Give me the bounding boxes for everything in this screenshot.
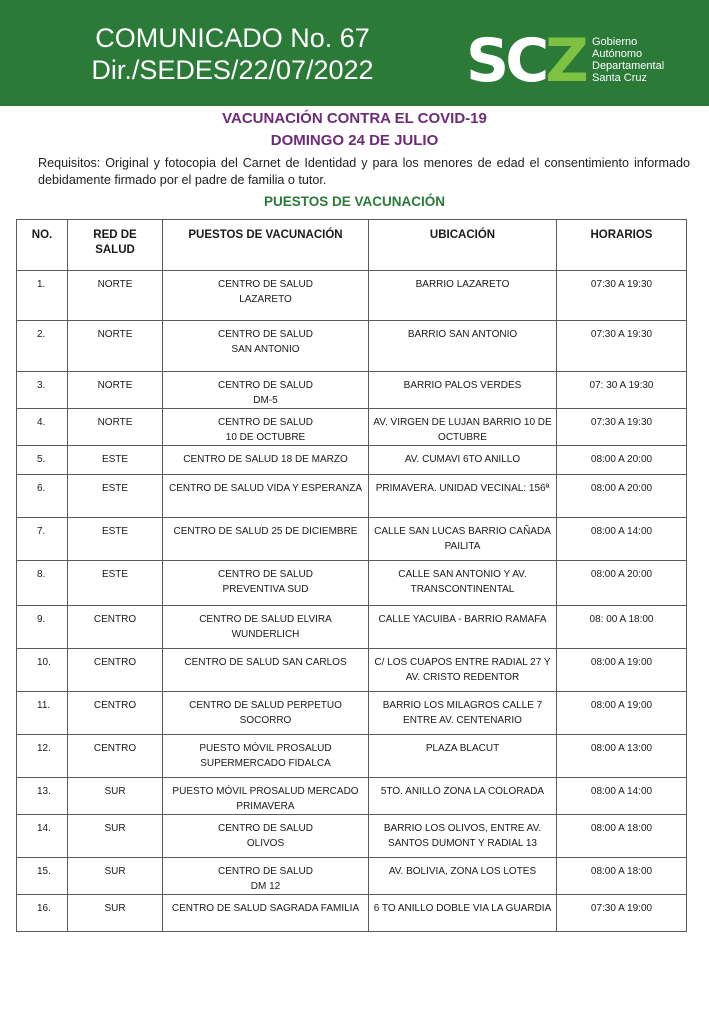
cell-puesto: [163, 475, 369, 518]
cell-puesto-text: CENTRO DE SALUD DM 12: [217, 866, 313, 892]
cell-puesto-text: CENTRO DE SALUD SAGRADA FAMILIA: [171, 903, 360, 914]
cell-ubicacion-text: 6 TO ANILLO DOBLE VIA LA GUARDIA: [373, 903, 552, 914]
table-row: [17, 858, 687, 895]
cell-red-text: SUR: [104, 786, 126, 797]
cell-no: [17, 778, 68, 815]
header-horarios: HORARIOS: [557, 220, 687, 271]
cell-puesto-text: CENTRO DE SALUD 25 DE DICIEMBRE: [173, 526, 358, 537]
cell-horario-text: 07:30 A 19:30: [590, 417, 653, 428]
cell-ubicacion: [369, 321, 557, 372]
cell-ubicacion-text: C/ LOS CUAPOS ENTRE RADIAL 27 Y AV. CRISTO REDENTOR: [374, 657, 551, 683]
communique-number: COMUNICADO No. 67: [95, 23, 370, 53]
cell-ubicacion: [369, 475, 557, 518]
cell-puesto: [163, 372, 369, 409]
table-header-row: [17, 220, 687, 271]
cell-no-text: 14.: [37, 823, 51, 834]
cell-horario: [557, 858, 687, 895]
cell-no: [17, 372, 68, 409]
cell-ubicacion-text: BARRIO LAZARETO: [415, 279, 510, 290]
cell-no-text: 8.: [37, 569, 46, 580]
cell-ubicacion-text: AV. VIRGEN DE LUJAN BARRIO 10 DE OCTUBRE: [373, 417, 552, 443]
logo-caption-line: Departamental: [592, 60, 665, 72]
cell-no: [17, 446, 68, 475]
cell-horario-text: 08: 00 A 18:00: [589, 614, 654, 625]
cell-ubicacion: [369, 895, 557, 932]
cell-red: [68, 409, 163, 446]
cell-ubicacion: [369, 649, 557, 692]
cell-puesto: [163, 271, 369, 321]
cell-puesto-text: CENTRO DE SALUD OLIVOS: [217, 823, 313, 849]
cell-no-text: 5.: [37, 454, 46, 465]
cell-ubicacion-text: CALLE YACUIBA - BARRIO RAMAFA: [378, 614, 547, 625]
cell-puesto: [163, 409, 369, 446]
cell-puesto-text: CENTRO DE SALUD PERPETUO SOCORRO: [189, 700, 342, 726]
logo-caption-line: Santa Cruz: [592, 72, 648, 84]
cell-puesto-text: PUESTO MÓVIL PROSALUD MERCADO PRIMAVERA: [172, 786, 359, 812]
cell-red: [68, 561, 163, 606]
cell-puesto-text: CENTRO DE SALUD 10 DE OCTUBRE: [217, 417, 313, 443]
cell-red: [68, 735, 163, 778]
cell-horario: [557, 561, 687, 606]
cell-puesto: [163, 446, 369, 475]
header-red-label: RED DE SALUD: [93, 229, 137, 256]
cell-red-text: ESTE: [101, 526, 129, 537]
cell-red-text: NORTE: [97, 279, 133, 290]
cell-red-text: SUR: [104, 823, 126, 834]
cell-puesto: [163, 815, 369, 858]
cell-puesto-text: CENTRO DE SALUD SAN CARLOS: [184, 657, 347, 668]
cell-red-text: CENTRO: [93, 743, 137, 754]
cell-ubicacion-text: BARRIO SAN ANTONIO: [407, 329, 518, 340]
cell-red-text: NORTE: [97, 329, 133, 340]
cell-horario-text: 08:00 A 14:00: [590, 526, 653, 537]
scz-logo: [466, 26, 585, 96]
cell-no: [17, 649, 68, 692]
table-row: [17, 475, 687, 518]
cell-red: [68, 271, 163, 321]
cell-horario: [557, 649, 687, 692]
cell-no-text: 6.: [37, 483, 46, 494]
cell-no: [17, 475, 68, 518]
cell-no: [17, 858, 68, 895]
cell-horario-text: 08:00 A 19:00: [590, 657, 653, 668]
section-title: PUESTOS DE VACUNACIÓN: [263, 194, 446, 209]
cell-no-text: 15.: [37, 866, 51, 877]
table-row: [17, 735, 687, 778]
cell-ubicacion: [369, 692, 557, 735]
cell-horario: [557, 372, 687, 409]
cell-horario-text: 08:00 A 20:00: [590, 569, 653, 580]
cell-ubicacion: [369, 778, 557, 815]
cell-ubicacion-text: AV. BOLIVIA, ZONA LOS LOTES: [388, 866, 537, 877]
cell-no: [17, 518, 68, 561]
cell-no-text: 7.: [37, 526, 46, 537]
cell-horario-text: 08:00 A 20:00: [590, 483, 653, 494]
cell-no: [17, 321, 68, 372]
logo-z: Z: [545, 26, 585, 96]
cell-red: [68, 446, 163, 475]
cell-red: [68, 475, 163, 518]
cell-red-text: NORTE: [97, 380, 133, 391]
table-row: [17, 372, 687, 409]
cell-puesto: [163, 561, 369, 606]
cell-horario-text: 08:00 A 14:00: [590, 786, 653, 797]
cell-no: [17, 271, 68, 321]
communique-title: [60, 22, 405, 86]
cell-ubicacion: [369, 815, 557, 858]
table-row: [17, 518, 687, 561]
cell-horario-text: 08:00 A 18:00: [590, 866, 653, 877]
cell-red: [68, 606, 163, 649]
headline-vaccination: VACUNACIÓN CONTRA EL COVID-19: [222, 110, 487, 127]
cell-no-text: 1.: [37, 279, 46, 290]
cell-no-text: 9.: [37, 614, 46, 625]
cell-horario-text: 08:00 A 19:00: [590, 700, 653, 711]
cell-horario-text: 08:00 A 13:00: [590, 743, 653, 754]
cell-no: [17, 409, 68, 446]
table-row: [17, 815, 687, 858]
cell-ubicacion: [369, 409, 557, 446]
cell-puesto-text: CENTRO DE SALUD LAZARETO: [217, 279, 313, 305]
cell-horario: [557, 321, 687, 372]
table-row: [17, 409, 687, 446]
cell-no-text: 10.: [37, 657, 51, 668]
cell-puesto: [163, 778, 369, 815]
cell-horario: [557, 518, 687, 561]
table-row: [17, 649, 687, 692]
cell-horario: [557, 815, 687, 858]
cell-no: [17, 692, 68, 735]
cell-horario-text: 08:00 A 18:00: [590, 823, 653, 834]
cell-no: [17, 606, 68, 649]
cell-no-text: 12.: [37, 743, 51, 754]
cell-no-text: 11.: [37, 700, 51, 711]
cell-red-text: NORTE: [97, 417, 133, 428]
cell-ubicacion-text: BARRIO LOS MILAGROS CALLE 7 ENTRE AV. CENTENARIO: [382, 700, 543, 726]
table-row: [17, 606, 687, 649]
header-no: NO.: [17, 220, 68, 271]
cell-horario: [557, 735, 687, 778]
cell-red-text: CENTRO: [93, 657, 137, 668]
cell-puesto: [163, 735, 369, 778]
cell-horario: [557, 692, 687, 735]
cell-puesto: [163, 518, 369, 561]
cell-no: [17, 815, 68, 858]
header-red: [68, 220, 163, 271]
cell-ubicacion: [369, 561, 557, 606]
cell-puesto: [163, 606, 369, 649]
cell-no: [17, 895, 68, 932]
cell-horario-text: 07:30 A 19:30: [590, 329, 653, 340]
cell-puesto: [163, 649, 369, 692]
cell-ubicacion: [369, 271, 557, 321]
logo-caption-line: Autónomo: [592, 48, 643, 60]
table-row: [17, 446, 687, 475]
cell-horario: [557, 475, 687, 518]
cell-horario: [557, 606, 687, 649]
cell-puesto: [163, 895, 369, 932]
cell-puesto: [163, 321, 369, 372]
cell-puesto-text: CENTRO DE SALUD VIDA Y ESPERANZA: [168, 483, 363, 494]
table-row: [17, 692, 687, 735]
cell-red: [68, 649, 163, 692]
cell-ubicacion-text: CALLE SAN LUCAS BARRIO CAÑADA PAILITA: [374, 526, 551, 552]
headline-date: DOMINGO 24 DE JULIO: [270, 132, 439, 149]
cell-red: [68, 518, 163, 561]
table-row: [17, 561, 687, 606]
cell-ubicacion-text: 5TO. ANILLO ZONA LA COLORADA: [380, 786, 545, 797]
cell-puesto: [163, 692, 369, 735]
table-row: [17, 271, 687, 321]
requirements-text: Requisitos: Original y fotocopia del Carnet de Identidad y para los menores de edad el consentimiento informado debidamente firmado por el padre de familia o tutor.: [38, 156, 690, 187]
cell-horario-text: 08:00 A 20:00: [590, 454, 653, 465]
cell-puesto-text: CENTRO DE SALUD 18 DE MARZO: [183, 454, 348, 465]
cell-no: [17, 561, 68, 606]
cell-horario: [557, 895, 687, 932]
logo-sc: SC: [466, 26, 546, 96]
cell-puesto-text: CENTRO DE SALUD PREVENTIVA SUD: [217, 569, 313, 595]
cell-puesto-text: PUESTO MÓVIL PROSALUD SUPERMERCADO FIDALCA: [199, 743, 332, 769]
table-row: [17, 321, 687, 372]
cell-puesto-text: CENTRO DE SALUD DM-5: [217, 380, 313, 406]
cell-no-text: 2.: [37, 329, 46, 340]
cell-no: [17, 735, 68, 778]
cell-horario: [557, 778, 687, 815]
cell-ubicacion: [369, 606, 557, 649]
cell-ubicacion-text: BARRIO LOS OLIVOS, ENTRE AV. SANTOS DUMONT Y RADIAL 13: [383, 823, 542, 849]
cell-puesto-text: CENTRO DE SALUD SAN ANTONIO: [217, 329, 313, 355]
communique-reference: Dir./SEDES/22/07/2022: [91, 55, 374, 85]
cell-horario: [557, 271, 687, 321]
header-banner: [0, 0, 709, 106]
cell-red: [68, 372, 163, 409]
cell-ubicacion-text: AV. CUMAVI 6TO ANILLO: [404, 454, 521, 465]
logo-caption: [592, 36, 664, 84]
cell-ubicacion-text: CALLE SAN ANTONIO Y AV. TRANSCONTINENTAL: [398, 569, 527, 595]
cell-horario-text: 07:30 A 19:30: [590, 279, 653, 290]
cell-red: [68, 858, 163, 895]
cell-ubicacion-text: BARRIO PALOS VERDES: [403, 380, 522, 391]
cell-ubicacion-text: PRIMAVERA. UNIDAD VECINAL: 156ª: [375, 483, 550, 494]
cell-puesto-text: CENTRO DE SALUD ELVIRA WUNDERLICH: [199, 614, 332, 640]
cell-horario: [557, 446, 687, 475]
logo-caption-line: Gobierno: [592, 36, 638, 48]
cell-ubicacion: [369, 518, 557, 561]
cell-red: [68, 778, 163, 815]
cell-no-text: 3.: [37, 380, 46, 391]
cell-puesto: [163, 858, 369, 895]
cell-red: [68, 321, 163, 372]
cell-no-text: 16.: [37, 903, 51, 914]
cell-red: [68, 692, 163, 735]
vaccination-sites-table: [16, 219, 687, 932]
header-ubicacion: UBICACIÓN: [369, 220, 557, 271]
cell-red-text: ESTE: [101, 454, 129, 465]
cell-ubicacion: [369, 446, 557, 475]
cell-horario: [557, 409, 687, 446]
header-puesto: PUESTOS DE VACUNACIÓN: [163, 220, 369, 271]
cell-red-text: ESTE: [101, 483, 129, 494]
cell-horario-text: 07: 30 A 19:30: [589, 380, 654, 391]
cell-red-text: CENTRO: [93, 700, 137, 711]
cell-ubicacion: [369, 858, 557, 895]
cell-red-text: SUR: [104, 866, 126, 877]
cell-no-text: 13.: [37, 786, 51, 797]
cell-red: [68, 815, 163, 858]
cell-ubicacion-text: PLAZA BLACUT: [425, 743, 500, 754]
cell-no-text: 4.: [37, 417, 46, 428]
cell-red-text: CENTRO: [93, 614, 137, 625]
cell-ubicacion: [369, 372, 557, 409]
table-row: [17, 778, 687, 815]
cell-ubicacion: [369, 735, 557, 778]
cell-red-text: SUR: [104, 903, 126, 914]
cell-red: [68, 895, 163, 932]
cell-horario-text: 07:30 A 19:00: [590, 903, 653, 914]
table-row: [17, 895, 687, 932]
cell-red-text: ESTE: [101, 569, 129, 580]
